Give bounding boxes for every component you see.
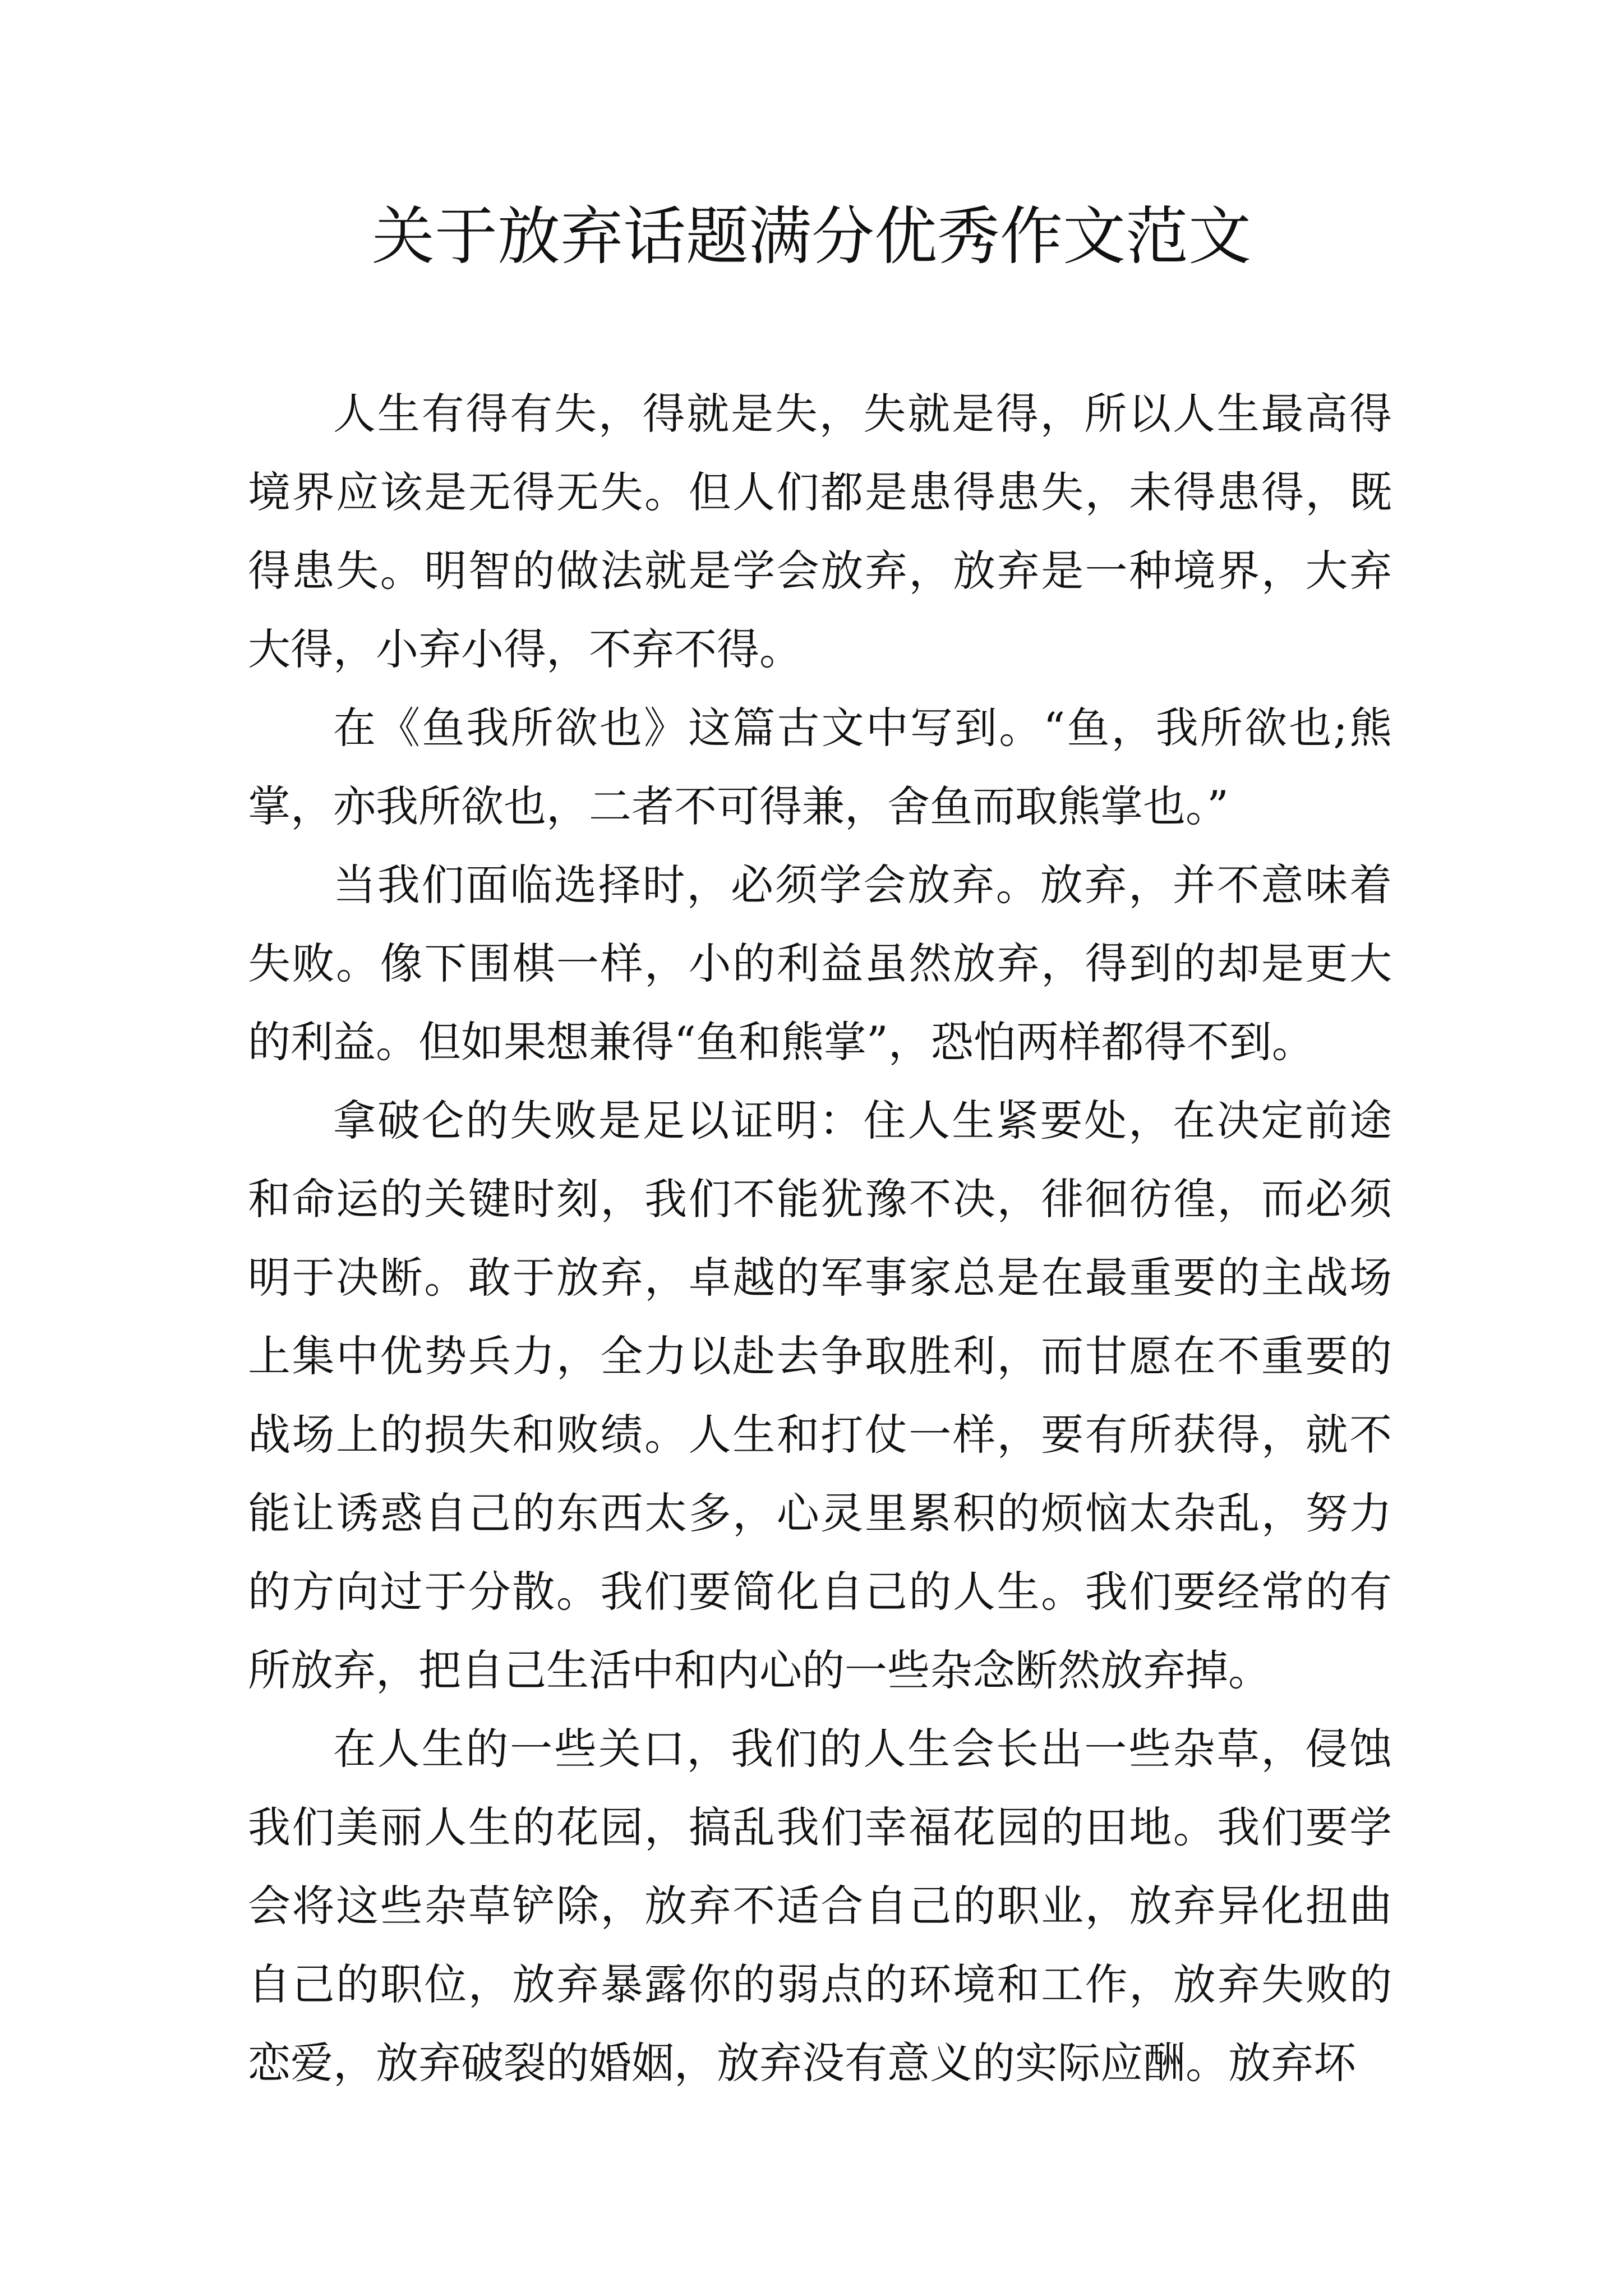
- paragraph: 拿破仑的失败是足以证明：住人生紧要处，在决定前途和命运的关键时刻，我们不能犹豫不决，徘徊彷徨，而必须明于决断。敢于放弃，卓越的军事家总是在最重要的主战场上集中优势兵力，全力以赴去争取胜利，而甘愿在不重要的战场上的损失和败绩。人生和打仗一样，要有所获得，就不能让诱惑自己的东西太多，心灵里累积的烦恼太杂乱，努力的方向过于分散。我们要简化自己的人生。我们要经常的有所放弃，把自己生活中和内心的一些杂念断然放弃掉。: [248, 1096, 1392, 1695]
- document-body: [248, 375, 1392, 2102]
- paragraph: 在人生的一些关口，我们的人生会长出一些杂草，侵蚀我们美丽人生的花园，搞乱我们幸福花园的田地。我们要学会将这些杂草铲除，放弃不适合自己的职业，放弃异化扭曲自己的职位，放弃暴露你的弱点的环境和工作，放弃失败的恋爱，放弃破裂的婚姻，放弃没有意义的实际应酬。放弃坏: [248, 1724, 1392, 2088]
- paragraph: 人生有得有失，得就是失，失就是得，所以人生最高得境界应该是无得无失。但人们都是患得患失，未得患得，既得患失。明智的做法就是学会放弃，放弃是一种境界，大弃大得，小弃小得，不弃不得。: [248, 389, 1392, 674]
- document-title: 关于放弃话题满分优秀作文范文: [372, 200, 1251, 273]
- paragraph: 当我们面临选择时，必须学会放弃。放弃，并不意味着失败。像下围棋一样，小的利益虽然放弃，得到的却是更大的利益。但如果想兼得“鱼和熊掌”，恐怕两样都得不到。: [248, 860, 1392, 1067]
- paragraph: 在《鱼我所欲也》这篇古文中写到。“鱼，我所欲也;熊掌，亦我所欲也，二者不可得兼，舍鱼而取熊掌也。”: [248, 703, 1392, 831]
